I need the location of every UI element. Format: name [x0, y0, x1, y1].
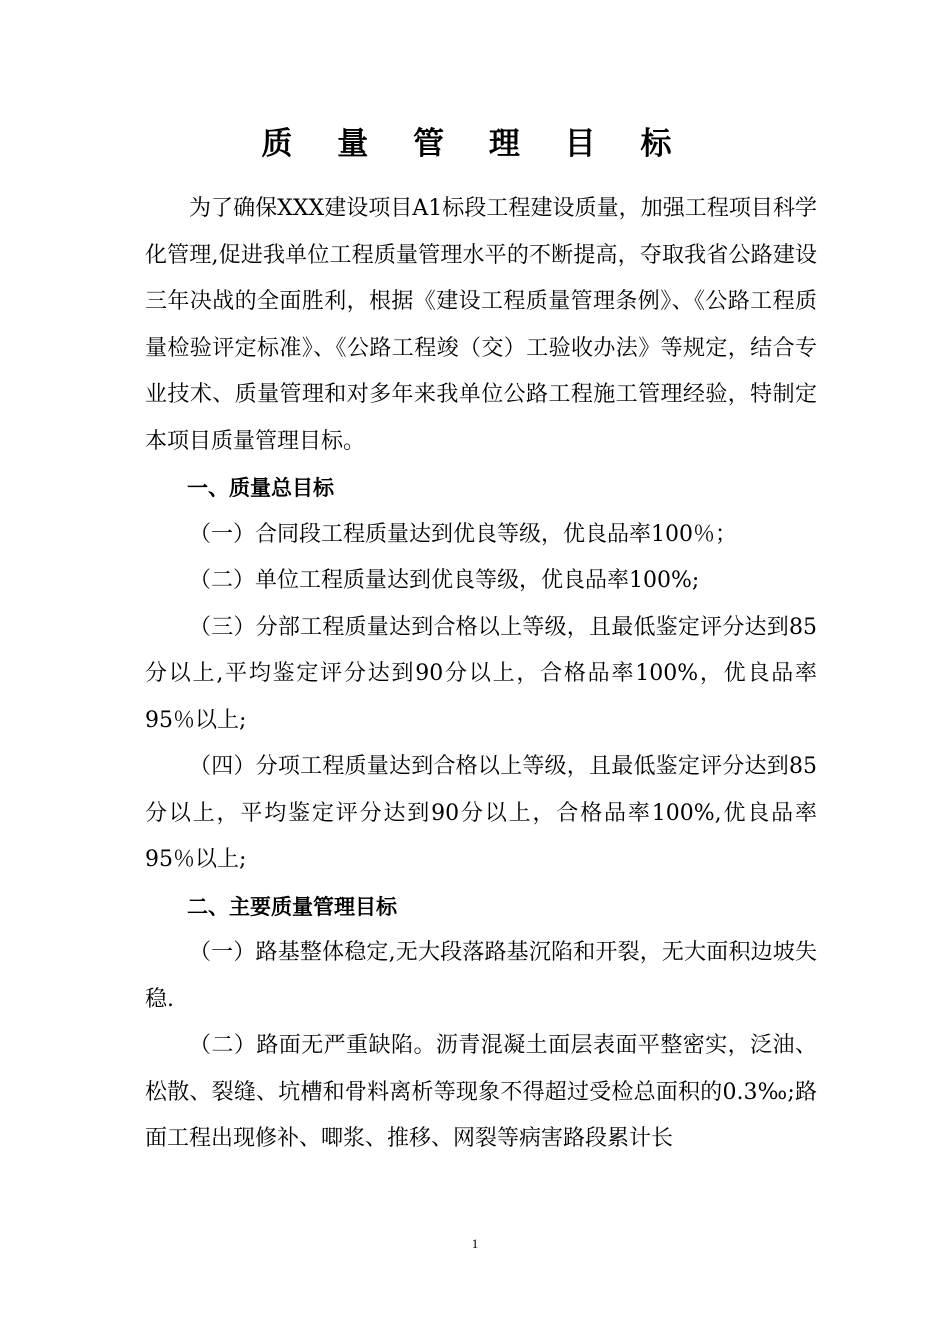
document-title: 质 量 管 理 目 标 — [261, 126, 689, 162]
section-heading-main-goals: 二、主要质量管理目标 — [187, 894, 397, 919]
goal-item-4: （四）分项工程质量达到合格以上等级，且最低鉴定评分达到85分以上，平均鉴定评分达到90分以上，合格品率100%,优良品率95％以上; — [145, 754, 817, 872]
main-goal-item-2: （二）路面无严重缺陷。沥青混凝土面层表面平整密实，泛油、松散、裂缝、坑槽和骨料离析等现象不得超过受检总面积的0.3‰;路面工程出现修补、唧浆、推移、网裂等病害路段累计长 — [145, 1033, 817, 1151]
goal-item-3: （三）分部工程质量达到合格以上等级，且最低鉴定评分达到85分以上,平均鉴定评分达到90分以上，合格品率100%，优良品率95％以上; — [145, 614, 817, 733]
intro-paragraph: 为了确保XXX建设项目A1标段工程建设质量，加强工程项目科学化管理,促进我单位工程质量管理水平的不断提高，夺取我省公路建设三年决战的全面胜利，根据《建设工程质量管理条例》、《公路工程质量检验评定标准》、《公路工程竣（交）工验收办法》等规定，结合专业技术、质量管理和对多年来我单位公路工程施工管理经验，特制定本项目质量管理目标。 — [145, 196, 817, 454]
goal-item-1: （一）合同段工程质量达到优良等级，优良品率100％； — [189, 521, 737, 547]
goal-item-2: （二）单位工程质量达到优良等级，优良品率100%; — [189, 568, 700, 593]
page-number: 1 — [471, 1236, 479, 1251]
document-body — [145, 186, 817, 1163]
section-heading-overall-goal: 一、质量总目标 — [187, 476, 334, 500]
main-goal-item-1: （一）路基整体稳定,无大段落路基沉陷和开裂，无大面积边坡失稳. — [145, 940, 817, 1012]
